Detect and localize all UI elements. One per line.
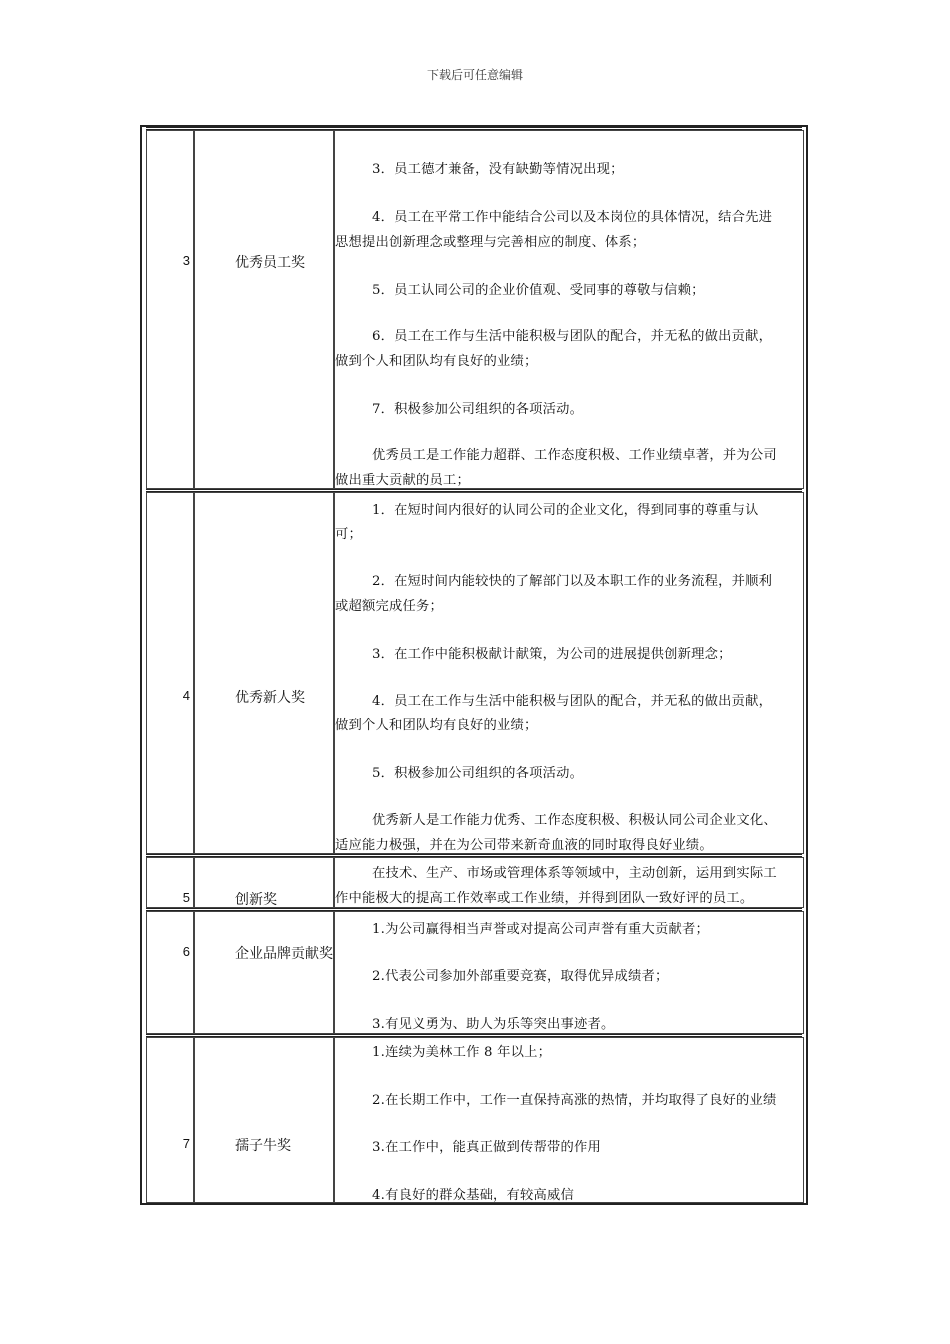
row-number-cell [146, 492, 194, 854]
criteria-line: 可； [335, 527, 362, 542]
criteria-line: 2.在长期工作中，工作一直保持高涨的热情，并均取得了良好的业绩 [372, 1093, 777, 1108]
criteria-line: 做到个人和团队均有良好的业绩； [335, 718, 538, 733]
row-number: 7 [182, 1136, 190, 1151]
award-criteria-cell [334, 1037, 804, 1203]
criteria-line: 或超额完成任务； [335, 599, 443, 614]
row-number-cell [146, 1037, 194, 1203]
criteria-line: 6．员工在工作与生活中能积极与团队的配合，并无私的做出贡献， [372, 329, 773, 344]
award-name-cell [194, 1037, 334, 1203]
criteria-line: 5．积极参加公司组织的各项活动。 [372, 766, 584, 781]
criteria-line: 3.在工作中，能真正做到传帮带的作用 [372, 1140, 602, 1155]
criteria-line: 3．在工作中能积极献计献策，为公司的进展提供创新理念； [372, 647, 732, 662]
table-row [142, 908, 806, 1034]
row-number: 6 [182, 944, 190, 959]
row-number-cell [146, 911, 194, 1034]
criteria-line: 适应能力极强，并在为公司带来新奇血液的同时取得良好业绩。 [335, 838, 713, 853]
criteria-line: 5．员工认同公司的企业价值观、受同事的尊敬与信赖； [372, 283, 705, 298]
table-row [142, 854, 806, 908]
criteria-line: 7．积极参加公司组织的各项活动。 [372, 402, 584, 417]
criteria-line: 3．员工德才兼备，没有缺勤等情况出现； [372, 162, 624, 177]
award-name: 优秀员工奖 [235, 255, 305, 271]
table-row [142, 127, 806, 489]
award-name-cell [194, 492, 334, 854]
criteria-line: 1.连续为美林工作 8 年以上； [372, 1045, 552, 1060]
row-number-cell [146, 130, 194, 489]
award-criteria-cell [334, 492, 804, 854]
row-number: 3 [182, 253, 190, 268]
criteria-line: 优秀新人是工作能力优秀、工作态度积极、积极认同公司企业文化、 [372, 813, 777, 828]
criteria-line: 3.有见义勇为、助人为乐等突出事迹者。 [372, 1017, 615, 1032]
page-header: 下载后可任意编辑 [426, 68, 523, 82]
criteria-line: 2.代表公司参加外部重要竞赛，取得优异成绩者； [372, 969, 669, 984]
award-name: 创新奖 [235, 892, 277, 908]
criteria-line: 1．在短时间内很好的认同公司的企业文化，得到同事的尊重与认 [372, 503, 759, 518]
criteria-line: 优秀员工是工作能力超群、工作态度积极、工作业绩卓著，并为公司 [372, 448, 777, 463]
award-name: 优秀新人奖 [235, 690, 305, 706]
row-number: 4 [182, 688, 190, 703]
award-name: 企业品牌贡献奖 [235, 946, 333, 962]
award-criteria-cell [334, 857, 804, 908]
award-name-cell [194, 911, 334, 1034]
criteria-line: 作中能极大的提高工作效率或工作业绩，并得到团队一致好评的员工。 [335, 891, 754, 906]
criteria-line: 做到个人和团队均有良好的业绩； [335, 354, 538, 369]
award-criteria-cell [334, 911, 804, 1034]
criteria-line: 4．员工在平常工作中能结合公司以及本岗位的具体情况，结合先进 [372, 210, 773, 225]
table-row [142, 489, 806, 854]
criteria-line: 思想提出创新理念或整理与完善相应的制度、体系； [335, 235, 646, 250]
table-row [142, 1034, 806, 1203]
criteria-line: 在技术、生产、市场或管理体系等领域中，主动创新，运用到实际工 [372, 866, 777, 881]
award-name-cell [194, 857, 334, 908]
criteria-line: 1.为公司赢得相当声誉或对提高公司声誉有重大贡献者； [372, 922, 710, 937]
award-criteria-cell [334, 130, 804, 489]
criteria-line: 2．在短时间内能较快的了解部门以及本职工作的业务流程，并顺利 [372, 574, 773, 589]
criteria-line: 4.有良好的群众基础，有较高威信 [372, 1188, 575, 1203]
award-name-cell [194, 130, 334, 489]
row-number: 5 [182, 890, 190, 905]
criteria-line: 做出重大贡献的员工； [335, 473, 470, 488]
criteria-line: 4．员工在工作与生活中能积极与团队的配合，并无私的做出贡献， [372, 694, 773, 709]
row-number-cell [146, 857, 194, 908]
award-name: 孺子牛奖 [235, 1138, 291, 1154]
